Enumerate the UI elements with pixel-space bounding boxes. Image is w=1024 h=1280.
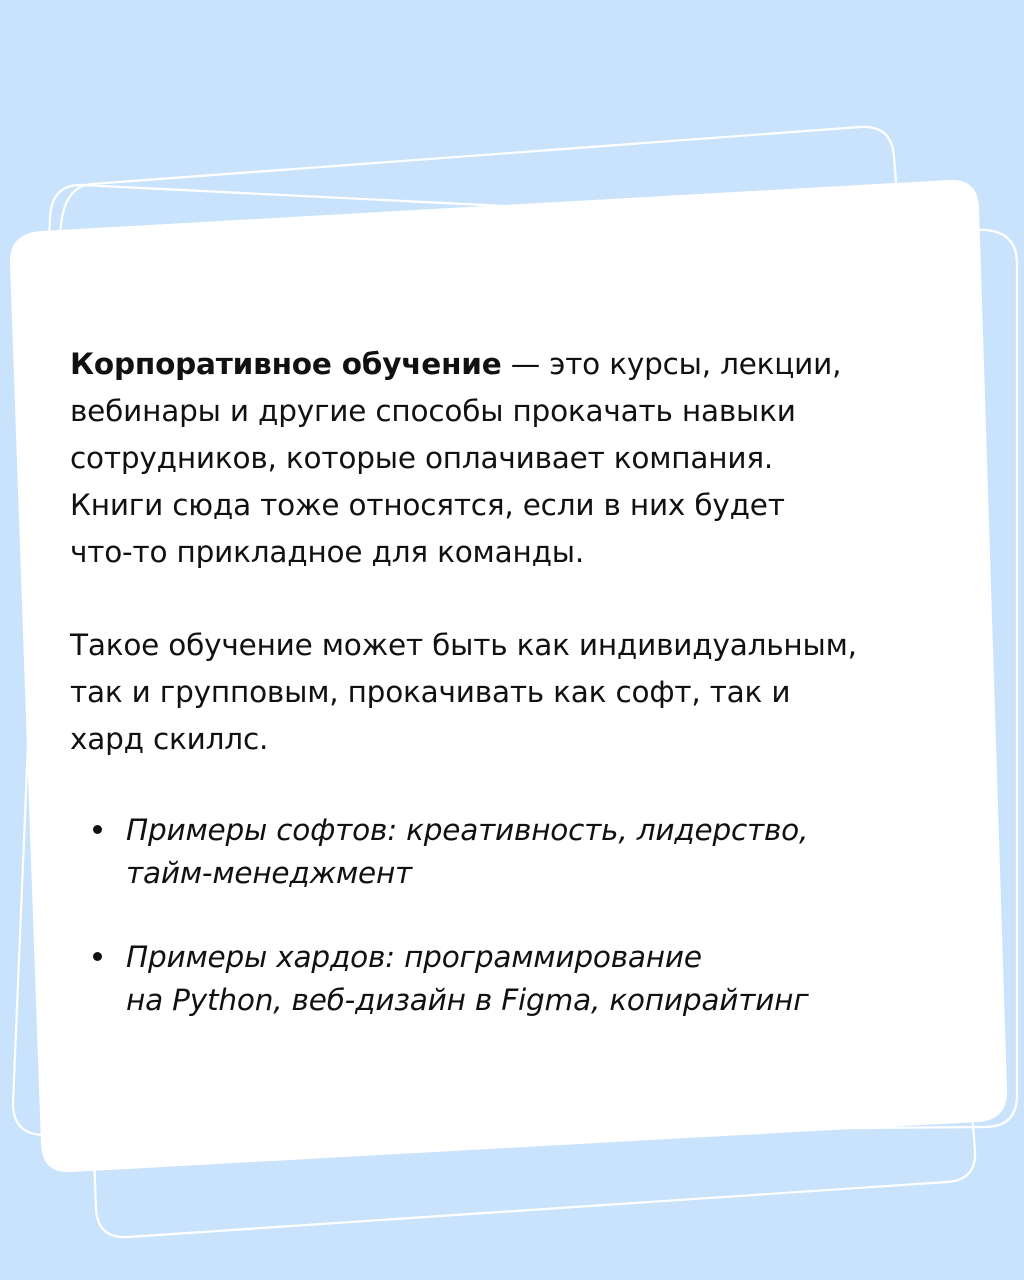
soft-skills-line-2: тайм-менеджмент (126, 856, 413, 890)
definition-line-4: Книги сюда тоже относятся, если в них будет (70, 488, 785, 522)
types-paragraph (70, 622, 970, 763)
definition-line-3: сотрудников, которые оплачивает компания. (70, 441, 774, 475)
definition-line-2: вебинары и другие способы прокачать навыки (70, 394, 796, 428)
examples-list (70, 809, 970, 1022)
bullet-icon (93, 825, 102, 834)
term-bold: Корпоративное обучение (70, 347, 502, 381)
definition-line-1 (70, 341, 970, 388)
hard-skills-line-1: Примеры хардов: программирование (126, 940, 702, 974)
list-item-hard-skills (70, 936, 970, 1022)
types-line-2: так и групповым, прокачивать как софт, так и (70, 675, 791, 709)
types-line-1: Такое обучение может быть как индивидуальным, (70, 628, 857, 662)
definition-line-1-rest: — это курсы, лекции, (501, 347, 842, 381)
hard-skills-line-2: на Python, веб-дизайн в Figma, копирайтинг (126, 983, 809, 1017)
definition-paragraph (70, 341, 970, 576)
list-item-soft-skills (70, 809, 970, 895)
types-line-3: хард скиллс. (70, 722, 269, 756)
soft-skills-line-1: Примеры софтов: креативность, лидерство, (126, 813, 809, 847)
definition-line-5: что-то прикладное для команды. (70, 535, 585, 569)
card-content (70, 341, 970, 1022)
bullet-icon (93, 952, 102, 961)
